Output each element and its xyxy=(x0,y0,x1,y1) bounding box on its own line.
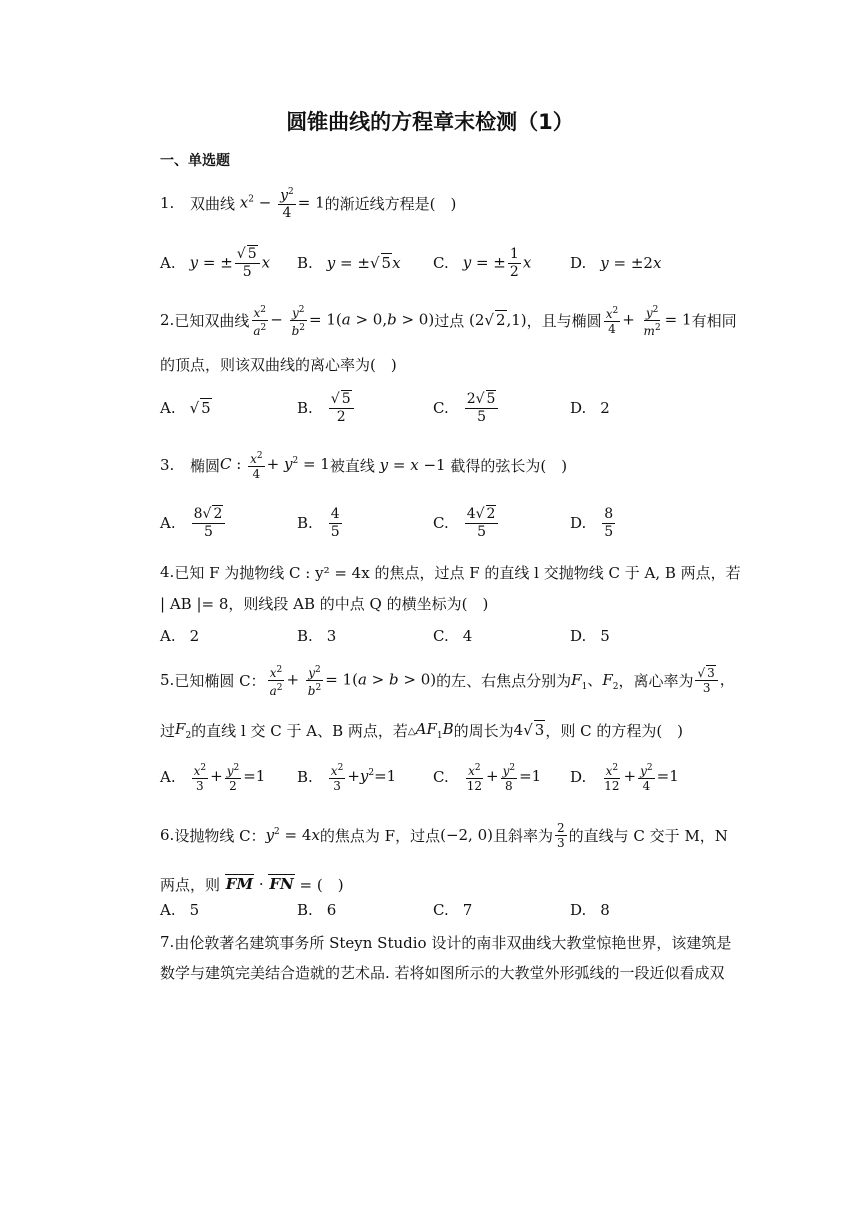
option-c[interactable]: C. 7 xyxy=(433,901,473,919)
option-d[interactable]: D. $\frac{8}{5}$ xyxy=(570,505,614,540)
option-formula: y = ± $\frac{√ 5}{5}$ x xyxy=(189,245,271,280)
question-stem: | AB |= 8，则线段 AB 的中点 Q 的横坐标为( ) xyxy=(160,594,489,613)
option-a[interactable]: A. 5 xyxy=(160,901,200,919)
question-2 xyxy=(160,300,737,340)
question-6 xyxy=(160,815,728,855)
formula: FM · FN xyxy=(225,875,294,893)
option-a[interactable]: A. √ 5 xyxy=(160,399,211,417)
option-c[interactable]: C. $\frac{x^2}{12}$ + $\frac{y^2}{8}$ =1 xyxy=(433,763,542,793)
option-c[interactable]: C. 4 xyxy=(433,627,473,645)
question-4-line2 xyxy=(160,591,700,615)
question-stem: 有相同 xyxy=(691,311,737,330)
question-7-line2 xyxy=(160,960,725,984)
question-number: 4. xyxy=(160,563,175,581)
question-stem: 已知双曲线 xyxy=(174,311,250,330)
question-number: 1. xyxy=(160,194,175,212)
question-stem: 由伦敦著名建筑事务所 Steyn Studio 设计的南非双曲线大教堂惊艳世界，该建筑是 xyxy=(174,933,732,952)
option-c[interactable]: C. $\frac{2√ 5}{5}$ xyxy=(433,388,500,428)
option-formula: y = ± $\frac{1}{2}$ x xyxy=(462,245,532,280)
formula: $F_2$ xyxy=(175,719,192,741)
question-3 xyxy=(160,445,700,485)
question-stem: ，且与椭圆 xyxy=(526,311,602,330)
question-stem: 已知椭圆 C： xyxy=(174,671,266,690)
option-c[interactable]: C. $\frac{4√ 2}{5}$ xyxy=(433,503,500,543)
question-stem: 截得的弦长为( ) xyxy=(450,456,568,475)
question-number: 3. xyxy=(160,456,175,474)
option-b[interactable]: B. y = ±√ 5x xyxy=(297,254,401,272)
option-d[interactable]: D. y = ±2x xyxy=(570,254,662,272)
formula: C : $\frac{x^2}{4}$ + $y^2 = 1$ xyxy=(220,451,330,481)
page-title: 圆锥曲线的方程章末检测（1） xyxy=(286,110,574,134)
question-stem: 的直线与 C 交于 M，N xyxy=(568,826,728,845)
question-7 xyxy=(160,930,732,954)
question-stem: ，则 C 的方程为( ) xyxy=(545,721,684,740)
question-5-line2 xyxy=(160,710,700,750)
formula: $\triangle AF_1B$ xyxy=(407,719,454,741)
question-stem: 已知 F 为抛物线 C : y² = 4x 的焦点，过点 F 的直线 l 交抛物线 C 于 A, B 两点，若 xyxy=(174,563,741,582)
option-d[interactable]: D. 5 xyxy=(570,627,610,645)
question-4 xyxy=(160,560,741,584)
question-stem: 双曲线 xyxy=(190,194,236,213)
option-b[interactable]: B. 6 xyxy=(297,901,337,919)
option-d[interactable]: D. 2 xyxy=(570,399,610,417)
question-stem: 两点，则 xyxy=(160,875,221,894)
question-stem: ，离心率为 xyxy=(618,671,694,690)
question-2-line2 xyxy=(160,352,700,376)
formula: $y^2 = 4x$ xyxy=(265,826,320,844)
formula: 4√ 3 xyxy=(513,721,545,739)
formula: $\frac{x^2}{4}$ + $\frac{y^2}{m^2}$ = 1 xyxy=(605,304,692,338)
question-stem: 的顶点，则该双曲线的离心率为( ) xyxy=(160,355,397,374)
formula: $\frac{x^2}{a^2}$ − $\frac{y^2}{b^2}$ = 1(a > 0,b > 0) xyxy=(253,304,435,338)
question-stem: 的直线 l 交 C 于 A、B 两点，若 xyxy=(191,721,408,740)
question-6-line2 xyxy=(160,864,700,904)
question-number: 5. xyxy=(160,671,175,689)
question-stem: 椭圆 xyxy=(190,456,221,475)
formula: $F_1$、$F_2$ xyxy=(571,670,619,692)
question-stem: 数学与建筑完美结合造就的艺术品. 若将如图所示的大教堂外形弧线的一段近似看成双 xyxy=(160,963,725,982)
formula: $\frac{√ 3}{3}$ ， xyxy=(697,665,735,695)
question-stem: 过 xyxy=(160,721,176,740)
question-stem: 的左、右焦点分别为 xyxy=(436,671,572,690)
question-stem: 的渐近线方程是( ) xyxy=(324,194,457,213)
option-a[interactable]: A. $\frac{8√ 2}{5}$ xyxy=(160,503,227,543)
question-number: 2. xyxy=(160,311,175,329)
option-b[interactable]: B. $\frac{√ 5}{2}$ xyxy=(297,388,356,428)
formula: (−2, 0) xyxy=(440,826,493,844)
question-stem: 被直线 xyxy=(329,456,375,475)
question-stem: 且斜率为 xyxy=(493,826,554,845)
question-stem: 的焦点为 F，过点 xyxy=(319,826,441,845)
question-stem: 过点 xyxy=(434,311,465,330)
formula: y = x −1 xyxy=(379,456,451,474)
formula: $\frac{x^2}{a^2}$ + $\frac{y^2}{b^2}$ = 1(a > b > 0) xyxy=(269,664,437,698)
question-stem: 的周长为 xyxy=(453,721,514,740)
option-a[interactable]: A. $\frac{x^2}{3}$ + $\frac{y^2}{2}$ =1 xyxy=(160,763,266,793)
option-b[interactable]: B. $\frac{x^2}{3}$ $+y^2=1$ xyxy=(297,763,397,793)
question-stem: 设抛物线 C： xyxy=(174,826,266,845)
question-stem: = ( ) xyxy=(299,875,344,894)
question-number: 6. xyxy=(160,826,175,844)
question-number: 7. xyxy=(160,933,175,951)
formula: (2√ 2,1) xyxy=(464,311,527,329)
question-1 xyxy=(160,183,700,223)
option-formula: y = ±√ 5x xyxy=(326,254,401,272)
option-c[interactable]: C. y = ± $\frac{1}{2}$ x xyxy=(433,245,532,280)
option-b[interactable]: B. $\frac{4}{5}$ xyxy=(297,505,340,540)
option-d[interactable]: D. $\frac{x^2}{12}$ + $\frac{y^2}{4}$ =1 xyxy=(570,763,679,793)
question-5 xyxy=(160,660,735,700)
formula: $\frac{2}{3}$ xyxy=(557,820,565,850)
option-b[interactable]: B. 3 xyxy=(297,627,337,645)
formula: $x^2$ − $\frac{y^2}{4}$ = 1 xyxy=(235,184,325,223)
option-d[interactable]: D. 8 xyxy=(570,901,610,919)
option-a[interactable]: A. y = ± $\frac{√ 5}{5}$ x xyxy=(160,245,271,280)
section-heading: 一、单选题 xyxy=(160,153,230,169)
option-formula: y = ±2x xyxy=(600,254,662,272)
option-a[interactable]: A. 2 xyxy=(160,627,200,645)
